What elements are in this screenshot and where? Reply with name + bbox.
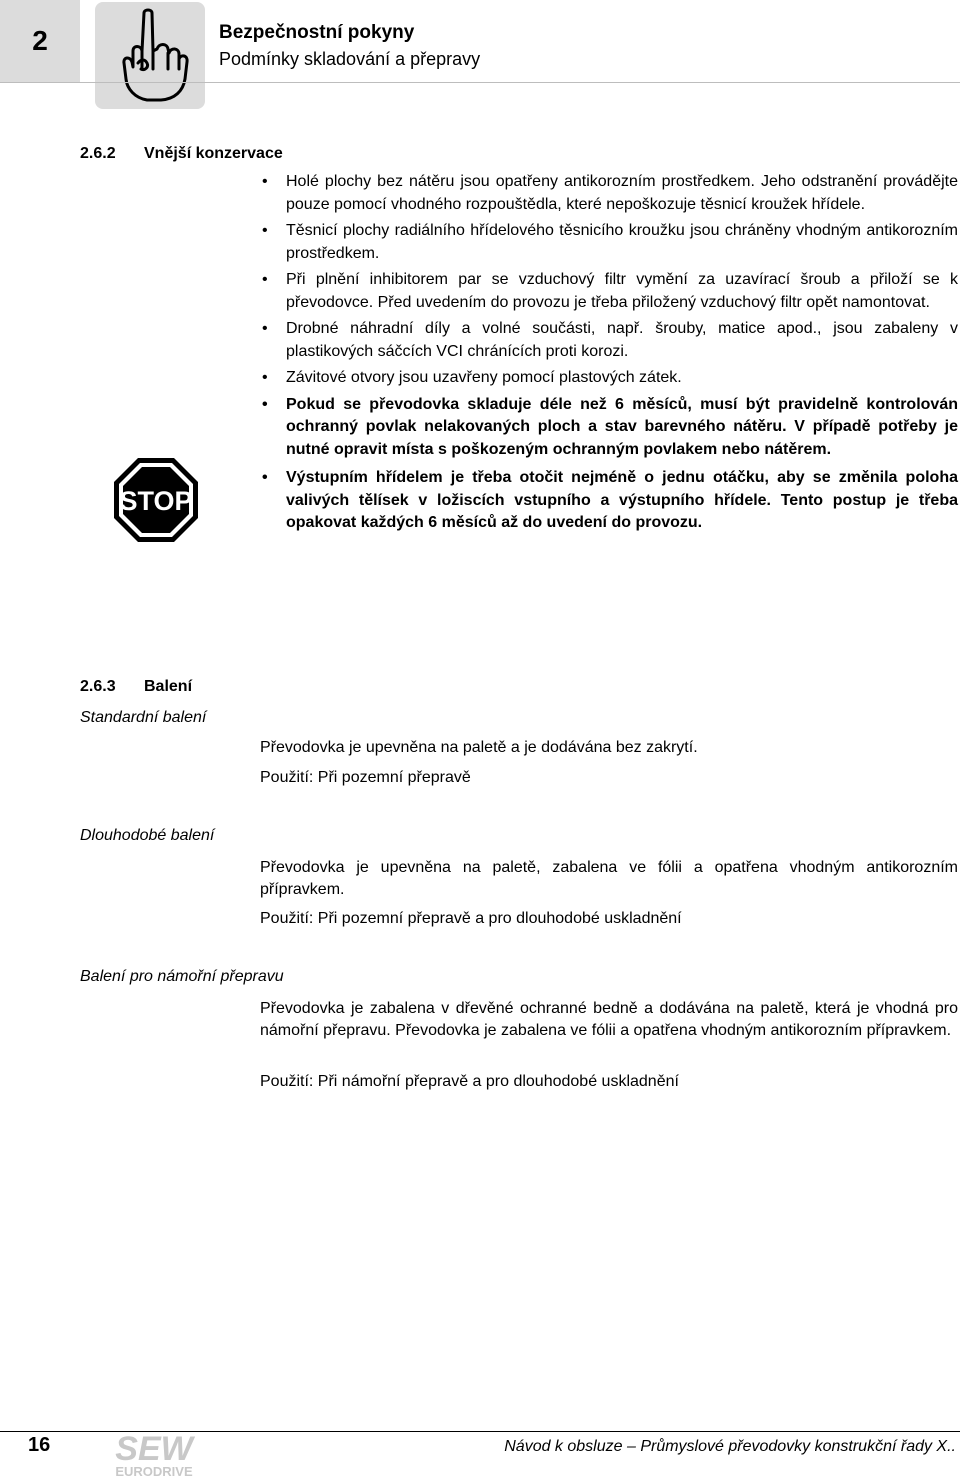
sew-eurodrive-logo <box>100 1430 208 1478</box>
section-title: Vnější konzervace <box>144 145 283 162</box>
section-heading-263 <box>80 678 192 696</box>
chapter-number: 2 <box>0 0 80 82</box>
list-item: • Těsnicí plochy radiálního hřídelového těsnicího kroužku jsou chráněny vhodným antikorozním prostředkem. <box>262 220 958 265</box>
list-item-warning: • Pokud se převodovka skladuje déle než 6 měsíců, musí být pravidelně kontrolován ochranný povlak nelakovaných ploch a stav barevného nátěru. V případě potřeby je nutné opravit místa s poškozeným ochranným povlakem nebo nátěrem. <box>262 394 958 462</box>
sea-packaging-text: Převodovka je zabalena v dřevěné ochranné bedně a dodávána na paletě, která je vhodná pro námořní přepravu. Převodovka je zabalena ve fólii a opatřena vhodným antikorozním přípravkem. <box>260 1000 958 1039</box>
header-divider <box>0 82 960 83</box>
page-number: 16 <box>28 1434 51 1456</box>
list-item: • Holé plochy bez nátěru jsou opatřeny antikorozním prostředkem. Jeho odstranění provádějte pouze pomocí vhodného rozpouštědla, které nepoškozuje těsnicí kroužek hřídele. <box>262 171 958 216</box>
stop-sign-icon <box>112 456 200 544</box>
logo-text-top: SEW <box>115 1430 193 1468</box>
safety-hand-icon <box>95 2 205 109</box>
page-title: Bezpečnostní pokyny <box>219 22 415 43</box>
document-title: Návod k obsluze – Průmyslové převodovky konstrukční řady X.. <box>504 1438 956 1455</box>
longterm-packaging-use: Použití: Při pozemní přepravě a pro dlouhodobé uskladnění <box>260 910 682 927</box>
section-heading-262 <box>80 145 283 163</box>
stop-sign-text: STOP <box>119 486 193 516</box>
list-item: • Drobné náhradní díly a volné součásti, např. šrouby, matice apod., jsou zabaleny v plastikových sáčcích VCI chránících proti korozi. <box>262 318 958 363</box>
section-number: 2.6.2 <box>80 145 116 162</box>
standard-packaging-label: Standardní balení <box>80 709 207 726</box>
section-number: 2.6.3 <box>80 678 116 695</box>
page-subtitle: Podmínky skladování a přepravy <box>219 49 481 69</box>
standard-packaging-use: Použití: Při pozemní přepravě <box>260 769 471 786</box>
list-item: • Závitové otvory jsou uzavřeny pomocí plastových zátek. <box>262 367 958 390</box>
sea-packaging-label: Balení pro námořní přepravu <box>80 968 284 985</box>
standard-packaging-text: Převodovka je upevněna na paletě a je dodávána bez zakrytí. <box>260 739 698 756</box>
longterm-packaging-label: Dlouhodobé balení <box>80 827 215 844</box>
sea-packaging-use: Použití: Při námořní přepravě a pro dlouhodobé uskladnění <box>260 1073 679 1090</box>
preservation-list <box>262 171 958 539</box>
longterm-packaging-text: Převodovka je upevněna na paletě, zabalena ve fólii a opatřena vhodným antikorozním přípravkem. <box>260 859 958 898</box>
list-item-warning: • Výstupním hřídelem je třeba otočit nejméně o jednu otáčku, aby se změnila poloha valivých tělísek v ložiscích vstupního a výstupního hřídele. Tento postup je třeba opakovat každých 6 měsíců až do uvedení do provozu. <box>262 467 958 535</box>
logo-text-bottom: EURODRIVE <box>115 1464 193 1478</box>
list-item: • Při plnění inhibitorem par se vzduchový filtr vymění za uzavírací šroub a přiloží se k převodovce. Před uvedením do provozu je třeba přiložený vzduchový filtr opět namontovat. <box>262 269 958 314</box>
section-title: Balení <box>144 678 193 695</box>
